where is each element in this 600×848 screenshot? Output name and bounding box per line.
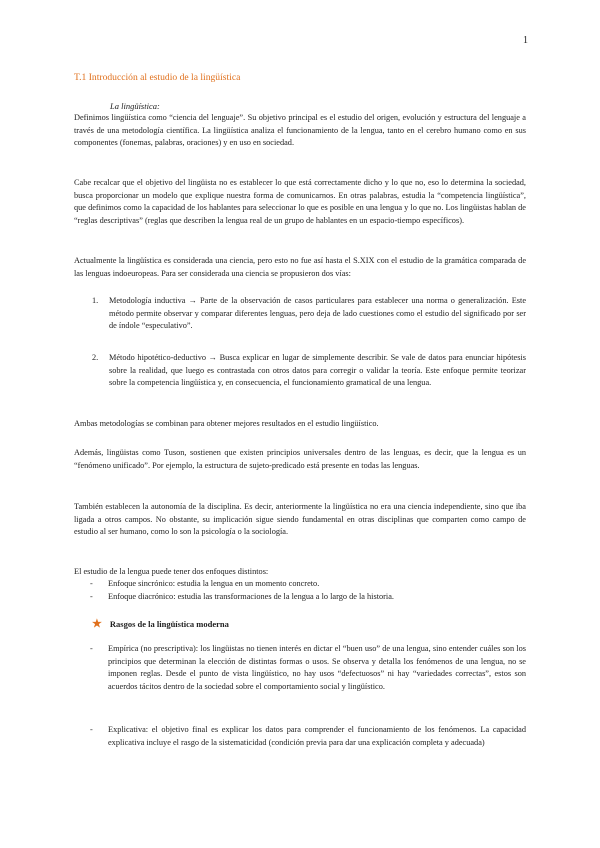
trait-item-explanatory: [74, 724, 526, 749]
traits-list-2: [74, 724, 526, 749]
list-dash: -: [90, 725, 93, 734]
list-number: 2.: [92, 353, 99, 362]
method-item-deductive: [74, 352, 526, 390]
paragraph-universals: [74, 447, 526, 472]
list-dash: -: [90, 579, 93, 588]
list-item-text: Enfoque sincrónico: estudia la lengua en un momento concreto.: [108, 579, 320, 588]
paragraph-text: El estudio de la lengua puede tener dos enfoques distintos:: [74, 567, 269, 576]
traits-list: [74, 643, 526, 693]
list-item-text: Metodología inductiva → Parte de la observación de casos particulares para establecer una norma o generalización. Este método permite observar y comparar diferentes lenguas, pero deja de lado cuestiones como el estudio del significado por ser de índole “especulativo”.: [109, 296, 526, 330]
methods-list: [74, 295, 526, 333]
section-title: T.1 Introducción al estudio de la lingüística: [74, 72, 241, 83]
paragraph-science: [74, 255, 526, 280]
list-item-text: Empírica (no prescriptiva): los lingüistas no tienen interés en dictar el “buen uso” de una lengua, sino entender cuáles son los principios que determinan la elección de distintas formas o usos. Se observa y detalla los fenómenos de una lengua, no se imponen reglas. Desde el punto de vista lingüístico, no hay usos “defectuosos” ni hay “variedades correctas”, estos son acuerdos tácitos dentro de la sociedad sobre el comportamiento social y lingüístico.: [108, 644, 526, 691]
paragraph-definition: [74, 112, 526, 150]
modern-traits-heading: [92, 617, 229, 630]
list-dash: -: [90, 644, 93, 653]
list-item-text: Explicativa: el objetivo final es explicar los datos para comprender el funcionamiento de los fenómenos. La capacidad explicativa incluye el rasgo de la sistematicidad (condición previa para dar una explicación completa y adecuada): [108, 725, 526, 747]
subsection-title: La lingüística:: [110, 101, 160, 111]
trait-item-empirical: [74, 643, 526, 693]
approaches-list: [74, 578, 526, 603]
paragraph-text: Además, lingüistas como Tuson, sostienen que existen principios universales dentro de las lenguas, es decir, que la lengua es un “fenómeno unificado”. Por ejemplo, la estructura de sujeto-predicado está presente en todas las lenguas.: [74, 448, 526, 470]
list-dash: -: [90, 591, 93, 601]
paragraph-combine: [74, 418, 526, 431]
approach-item-diachronic: [74, 591, 526, 604]
paragraph-text: Actualmente la lingüística es considerada una ciencia, pero esto no fue así hasta el S.XIX con el estudio de la gramática comparada de las lenguas indoeuropeas. Para ser considerada una ciencia se propusieron dos vías:: [74, 256, 526, 278]
star-icon: ★: [92, 618, 102, 630]
method-item-inductive: [74, 295, 526, 333]
paragraph-text: También establecen la autonomía de la disciplina. Es decir, anteriormente la lingüística no era una ciencia independiente, sino que iba ligada a otros campos. No obstante, su implicación sigue siendo fundamental en otras disciplinas que comparten como campo de estudio al ser humano, como lo son la psicología o la sociología.: [74, 502, 526, 536]
list-number: 1.: [92, 296, 99, 305]
paragraph-objective: [74, 177, 526, 227]
list-item-text: Enfoque diacrónico: estudia las transformaciones de la lengua a lo largo de la historia.: [108, 591, 394, 601]
paragraph-text: Definimos lingüística como “ciencia del lenguaje”. Su objetivo principal es el estudio del origen, evolución y estructura del lenguaje a través de una metodología científica. La lingüística analiza el funcionamiento de la lengua, tanto en el cerebro humano como en sus componentes (fonemas, palabras, oraciones) y en uso en sociedad.: [74, 113, 526, 147]
paragraph-approaches-intro: [74, 566, 526, 579]
paragraph-text: Ambas metodologías se combinan para obtener mejores resultados en el estudio lingüístico.: [74, 419, 379, 428]
page-number: 1: [523, 35, 528, 46]
approach-item-synchronic: [74, 578, 526, 591]
methods-list-2: [74, 352, 526, 390]
heading-label: Rasgos de la lingüística moderna: [109, 618, 229, 629]
paragraph-autonomy: [74, 501, 526, 539]
list-item-text: Método hipotético-deductivo → Busca explicar en lugar de simplemente describir. Se vale de datos para enunciar hipótesis sobre la realidad, que luego es contrastada con otros datos para corregir o validar la teoría. Este enfoque permite teorizar sobre la competencia lingüística y, en consecuencia, el funcionamiento gramatical de una lengua.: [109, 353, 526, 387]
paragraph-text: Cabe recalcar que el objetivo del lingüista no es establecer lo que está correctamente dicho y lo que no, eso lo determina la sociedad, busca proporcionar un modelo que explique nuestra forma de comunicarnos. En otras palabras, estudia la “competencia lingüística”, que definimos como la capacidad de los hablantes para seleccionar lo que es posible en una lengua y lo que no. Los lingüistas hablan de “reglas descriptivas” (reglas que describen la lengua real de un grupo de hablantes en un espacio-tiempo específicos).: [74, 178, 526, 225]
